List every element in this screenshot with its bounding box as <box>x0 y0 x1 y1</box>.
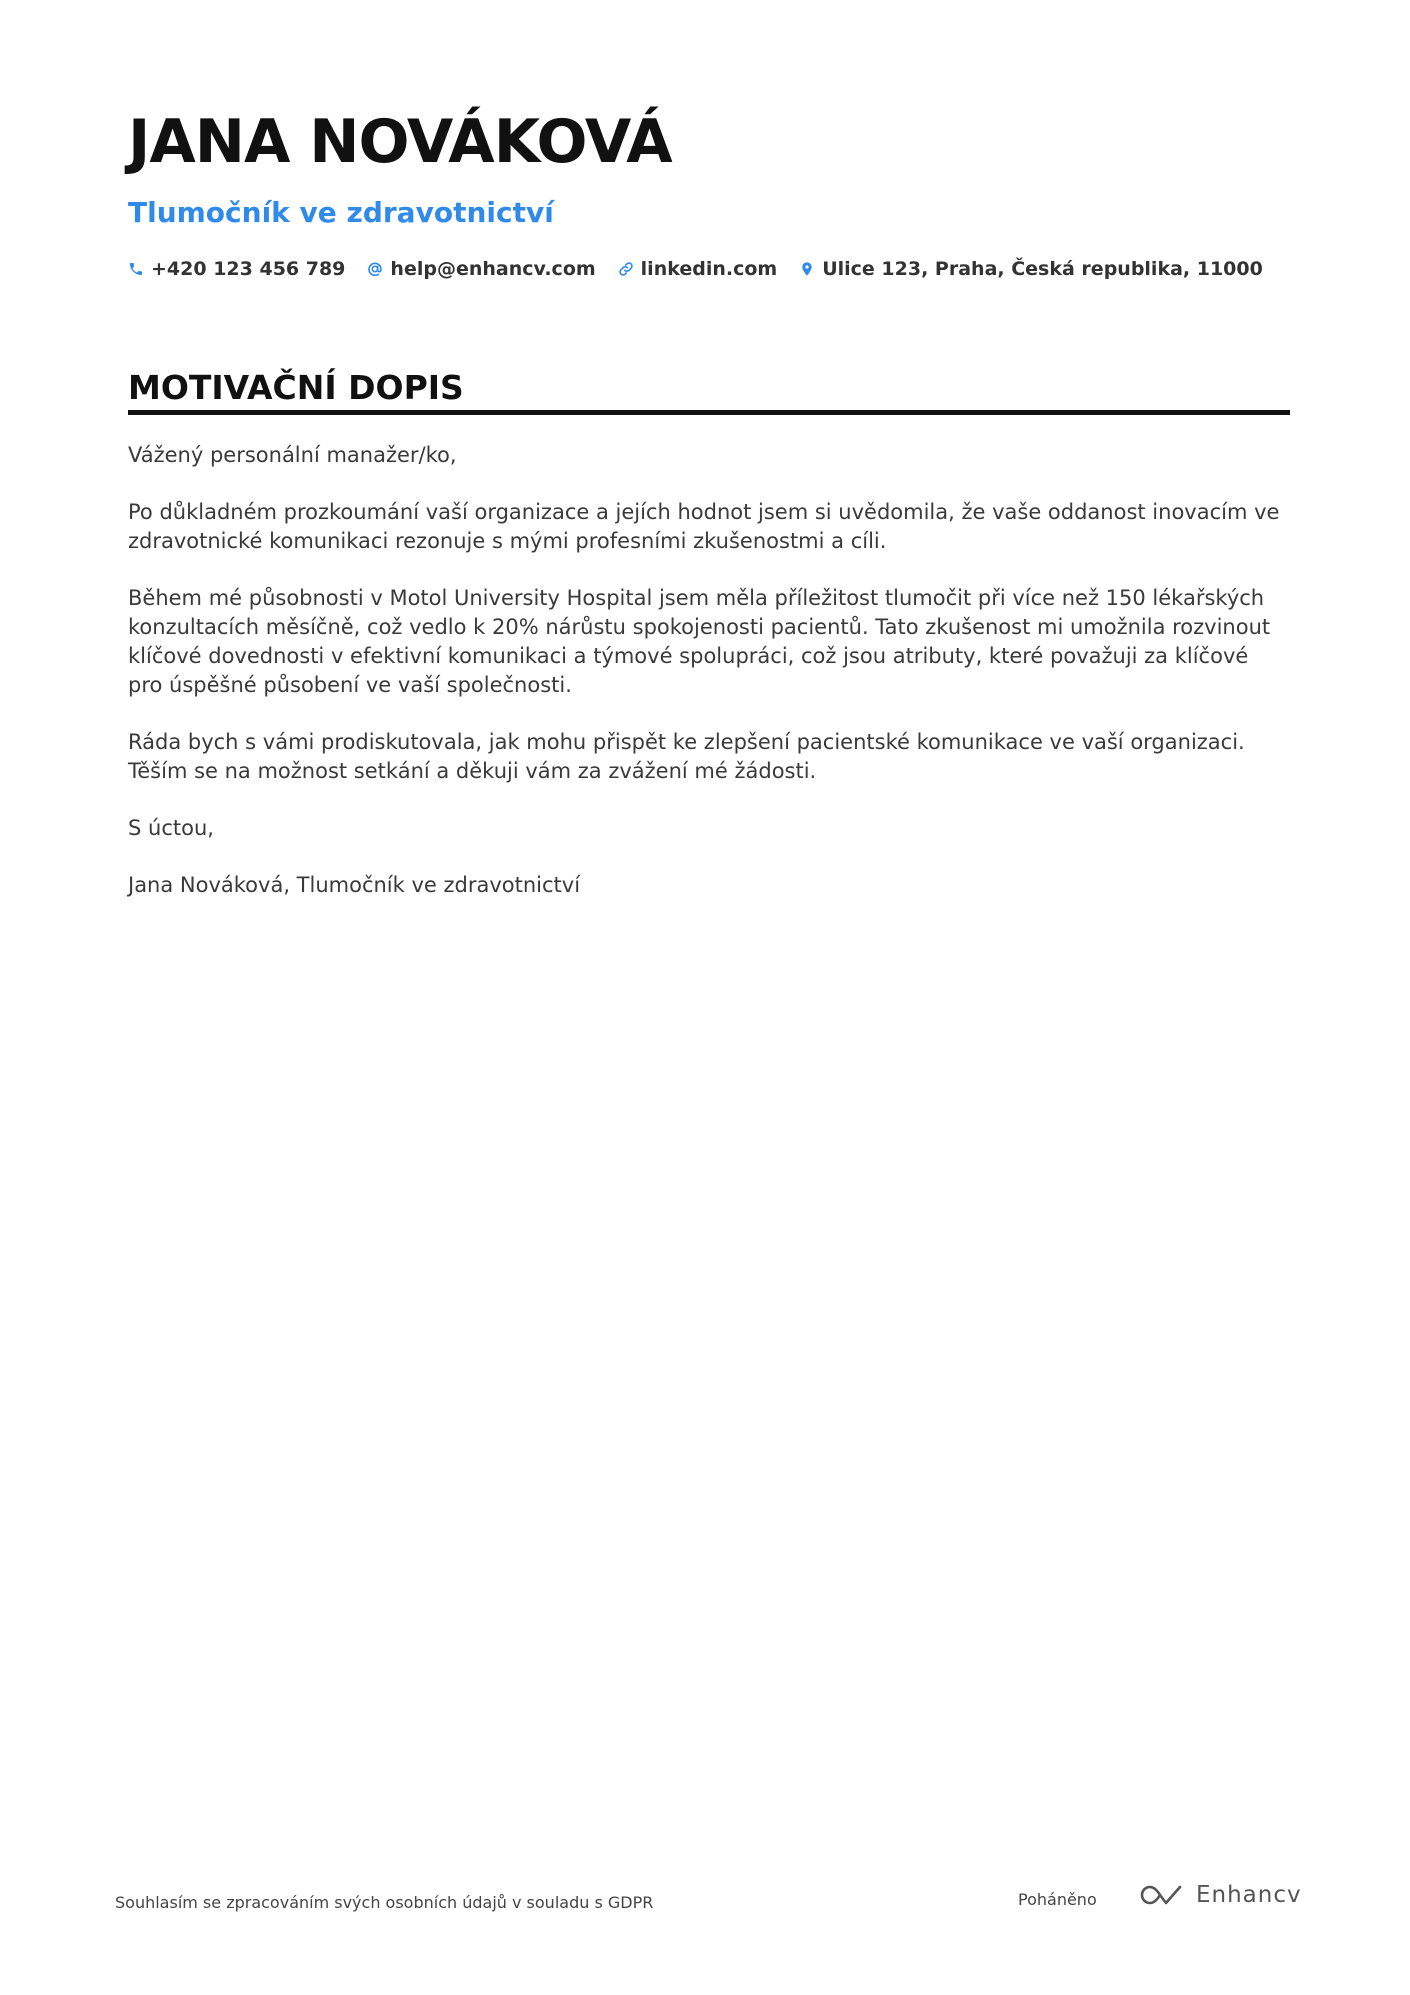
candidate-role: Tlumočník ve zdravotnictví <box>128 196 554 229</box>
letter-signature: Jana Nováková, Tlumočník ve zdravotnictví <box>128 873 581 897</box>
contact-bar <box>128 258 1288 280</box>
letter-paragraph: Ráda bych s vámi prodiskutovala, jak mohu přispět ke zlepšení pacientské komunikace ve vaší organizaci. Těším se na možnost setkání a děkuji vám za zvážení mé žádosti. <box>128 730 1245 783</box>
letter-paragraph: Po důkladném prozkoumání vaší organizace a jejích hodnot jsem si uvědomila, že vaše oddanost inovacím ve zdravotnické komunikaci rezonuje s mými profesními zkušenostmi a cíli. <box>128 500 1280 553</box>
contact-linkedin-text: linkedin.com <box>640 258 778 280</box>
contact-phone-text: +420 123 456 789 <box>151 258 346 280</box>
section-title: MOTIVAČNÍ DOPIS <box>128 368 464 407</box>
contact-email-text: help@enhancv.com <box>390 258 596 280</box>
powered-by-label: Poháněno <box>1018 1890 1097 1909</box>
phone-icon <box>128 261 144 277</box>
letter-closing: S úctou, <box>128 816 214 840</box>
candidate-name: JANA NOVÁKOVÁ <box>128 107 672 177</box>
gdpr-consent: Souhlasím se zpracováním svých osobních údajů v souladu s GDPR <box>115 1893 654 1912</box>
enhancv-brand-name: Enhancv <box>1196 1882 1302 1908</box>
link-icon <box>618 261 634 277</box>
letter-paragraph: Během mé působnosti v Motol University Hospital jsem měla příležitost tlumočit při více než 150 lékařských konzultacích měsíčně, což vedlo k 20% nárůstu spokojenosti pacientů. Tato zkušenost mi umožnila rozvinout klíčové dovednosti v efektivní komunikaci a týmové spolupráci, což jsou atributy, které považuji za klíčové pro úspěšné působení ve vaší společnosti. <box>128 586 1271 697</box>
header <box>128 104 1288 280</box>
letter-salutation: Vážený personální manažer/ko, <box>128 443 457 467</box>
letter-body <box>128 441 1288 928</box>
enhancv-logo[interactable] <box>1138 1882 1302 1908</box>
enhancv-logo-icon <box>1138 1882 1186 1908</box>
contact-phone[interactable] <box>128 258 345 280</box>
contact-email[interactable] <box>367 258 595 280</box>
contact-linkedin[interactable] <box>618 258 778 280</box>
location-pin-icon <box>799 261 815 277</box>
contact-address-text: Ulice 123, Praha, Česká republika, 11000 <box>822 258 1263 280</box>
contact-address <box>799 258 1263 280</box>
at-icon <box>367 261 383 277</box>
section-divider <box>128 410 1290 415</box>
